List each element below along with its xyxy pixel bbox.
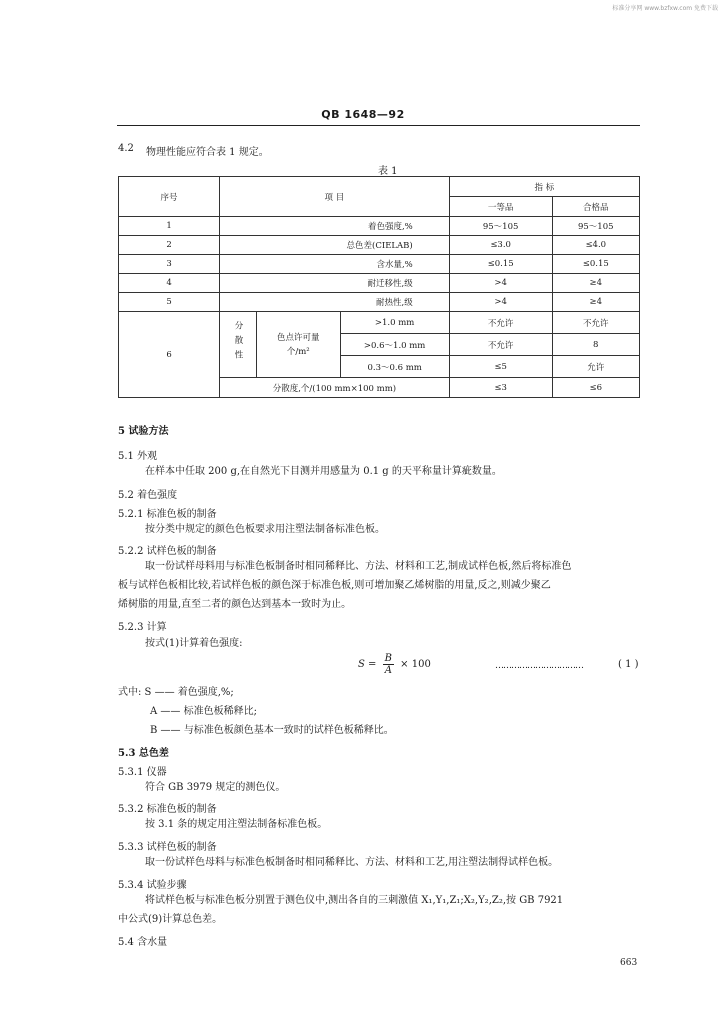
variable-definition: A —— 标准色板稀释比; (150, 706, 257, 717)
color-spot-label-line1: 色点许可量 (277, 332, 320, 343)
row-first: ≤5 (449, 356, 552, 378)
paragraph: 符合 GB 3979 规定的测色仪。 (145, 782, 286, 793)
page-header-title: QB 1648—92 (321, 108, 405, 121)
row-first: >4 (449, 274, 552, 293)
row-seq: 6 (119, 312, 220, 398)
row-qualified: ≤6 (552, 378, 639, 398)
table-caption: 表 1 (378, 166, 398, 177)
formula-rhs: × 100 (400, 659, 431, 670)
variable-definition: B —— 与标准色板颜色基本一致时的试样色板稀释比。 (150, 725, 394, 736)
variable-definition: 式中: S —— 着色强度,%; (118, 687, 234, 698)
dispersion-group-label (220, 312, 257, 378)
size-range: >1.0 mm (340, 312, 449, 334)
paragraph-line: 板与试样色板相比较,若试样色板的颜色深于标准色板,则可增加聚乙烯树脂的用量,反之,则减少聚乙 (118, 580, 551, 591)
row-first: ≤3 (449, 378, 552, 398)
row-qualified: ≥4 (552, 274, 639, 293)
row-first: 不允许 (449, 312, 552, 334)
section-heading: 5 试验方法 (118, 426, 169, 437)
row-item: 着色强度,% (220, 217, 450, 236)
size-range: >0.6～1.0 mm (340, 334, 449, 356)
table-row (119, 274, 640, 293)
header-item: 项 目 (220, 177, 450, 217)
table-row (119, 312, 640, 334)
paragraph: 取一份试样色母料与标准色板制备时相同稀释比、方法、材料和工艺,用注塑法制得试样色板。 (145, 857, 559, 868)
section-heading: 5.3.2 标准色板的制备 (118, 804, 217, 815)
dispersion-item: 分散度,个/(100 mm×100 mm) (220, 378, 450, 398)
color-spot-label (257, 312, 340, 378)
formula-leader: …………………………… (495, 661, 583, 671)
dispersion-group-text: 分散性 (233, 321, 244, 365)
header-rule (117, 125, 640, 126)
row-item: 含水量,% (220, 255, 450, 274)
row-item: 耐迁移性,级 (220, 274, 450, 293)
row-qualified: 8 (552, 334, 639, 356)
row-first: 不允许 (449, 334, 552, 356)
paragraph: 按式(1)计算着色强度: (145, 638, 243, 649)
row-seq: 2 (119, 236, 220, 255)
paragraph-line: 取一份试样母料用与标准色板制备时相同稀释比、方法、材料和工艺,制成试样色板,然后将标准色 (145, 561, 572, 572)
header-seq: 序号 (119, 177, 220, 217)
row-seq: 1 (119, 217, 220, 236)
row-qualified: ≥4 (552, 293, 639, 312)
row-first: ≤3.0 (449, 236, 552, 255)
row-first: 95～105 (449, 217, 552, 236)
watermark-text: 标准分享网 www.bzfxw.com 免费下载 (612, 5, 718, 12)
row-first: ≤0.15 (449, 255, 552, 274)
section-heading: 5.3.4 试验步骤 (118, 880, 187, 891)
paragraph-line: 将试样色板与标准色板分别置于测色仪中,测出各自的三刺激值 X₁,Y₁,Z₁;X₂,Y₂,Z₂,按 GB 7921 (145, 895, 564, 906)
formula-denominator: A (384, 665, 392, 676)
formula-fraction (383, 653, 394, 676)
table-row (119, 255, 640, 274)
color-spot-label-line2: 个/m² (286, 346, 310, 357)
row-item: 耐热性,级 (220, 293, 450, 312)
table-row (119, 217, 640, 236)
paragraph-line: 烯树脂的用量,直至二者的颜色达到基本一致时为止。 (118, 599, 352, 610)
section-heading: 5.2.1 标准色板的制备 (118, 509, 217, 520)
header-qualified: 合格品 (552, 197, 639, 217)
paragraph: 按 3.1 条的规定用注塑法制备标准色板。 (145, 819, 328, 830)
section-heading: 5.1 外观 (118, 451, 158, 462)
formula-equals: = (368, 659, 377, 670)
formula-numerator: B (384, 653, 392, 664)
paragraph: 在样本中任取 200 g,在自然光下目测并用感量为 0.1 g 的天平称量计算疵数量。 (145, 466, 502, 477)
section-heading: 5.3 总色差 (118, 748, 169, 759)
table-row (119, 236, 640, 255)
header-first-grade: 一等品 (449, 197, 552, 217)
clause-number: 4.2 (118, 143, 134, 154)
properties-table (118, 176, 640, 398)
section-heading: 5.2.3 计算 (118, 622, 167, 633)
size-range: 0.3～0.6 mm (340, 356, 449, 378)
paragraph: 按分类中规定的颜色色板要求用注塑法制备标准色板。 (145, 524, 385, 535)
formula-label: ( 1 ) (618, 659, 639, 670)
table-row (119, 293, 640, 312)
row-qualified: 不允许 (552, 312, 639, 334)
section-heading: 5.2.2 试样色板的制备 (118, 546, 217, 557)
row-first: >4 (449, 293, 552, 312)
formula-1 (358, 653, 431, 676)
row-seq: 5 (119, 293, 220, 312)
section-heading: 5.3.1 仪器 (118, 767, 167, 778)
row-qualified: 允许 (552, 356, 639, 378)
row-item: 总色差(CIELAB) (220, 236, 450, 255)
section-heading: 5.2 着色强度 (118, 490, 178, 501)
formula-lhs: S (358, 659, 365, 670)
clause-text: 物理性能应符合表 1 规定。 (146, 147, 269, 158)
row-seq: 3 (119, 255, 220, 274)
row-qualified: ≤4.0 (552, 236, 639, 255)
section-heading: 5.4 含水量 (118, 937, 168, 948)
section-heading: 5.3.3 试样色板的制备 (118, 842, 217, 853)
header-indicator: 指 标 (449, 177, 639, 197)
page-number: 663 (620, 958, 638, 968)
row-qualified: 95～105 (552, 217, 639, 236)
paragraph-line: 中公式(9)计算总色差。 (118, 914, 223, 925)
row-qualified: ≤0.15 (552, 255, 639, 274)
row-seq: 4 (119, 274, 220, 293)
